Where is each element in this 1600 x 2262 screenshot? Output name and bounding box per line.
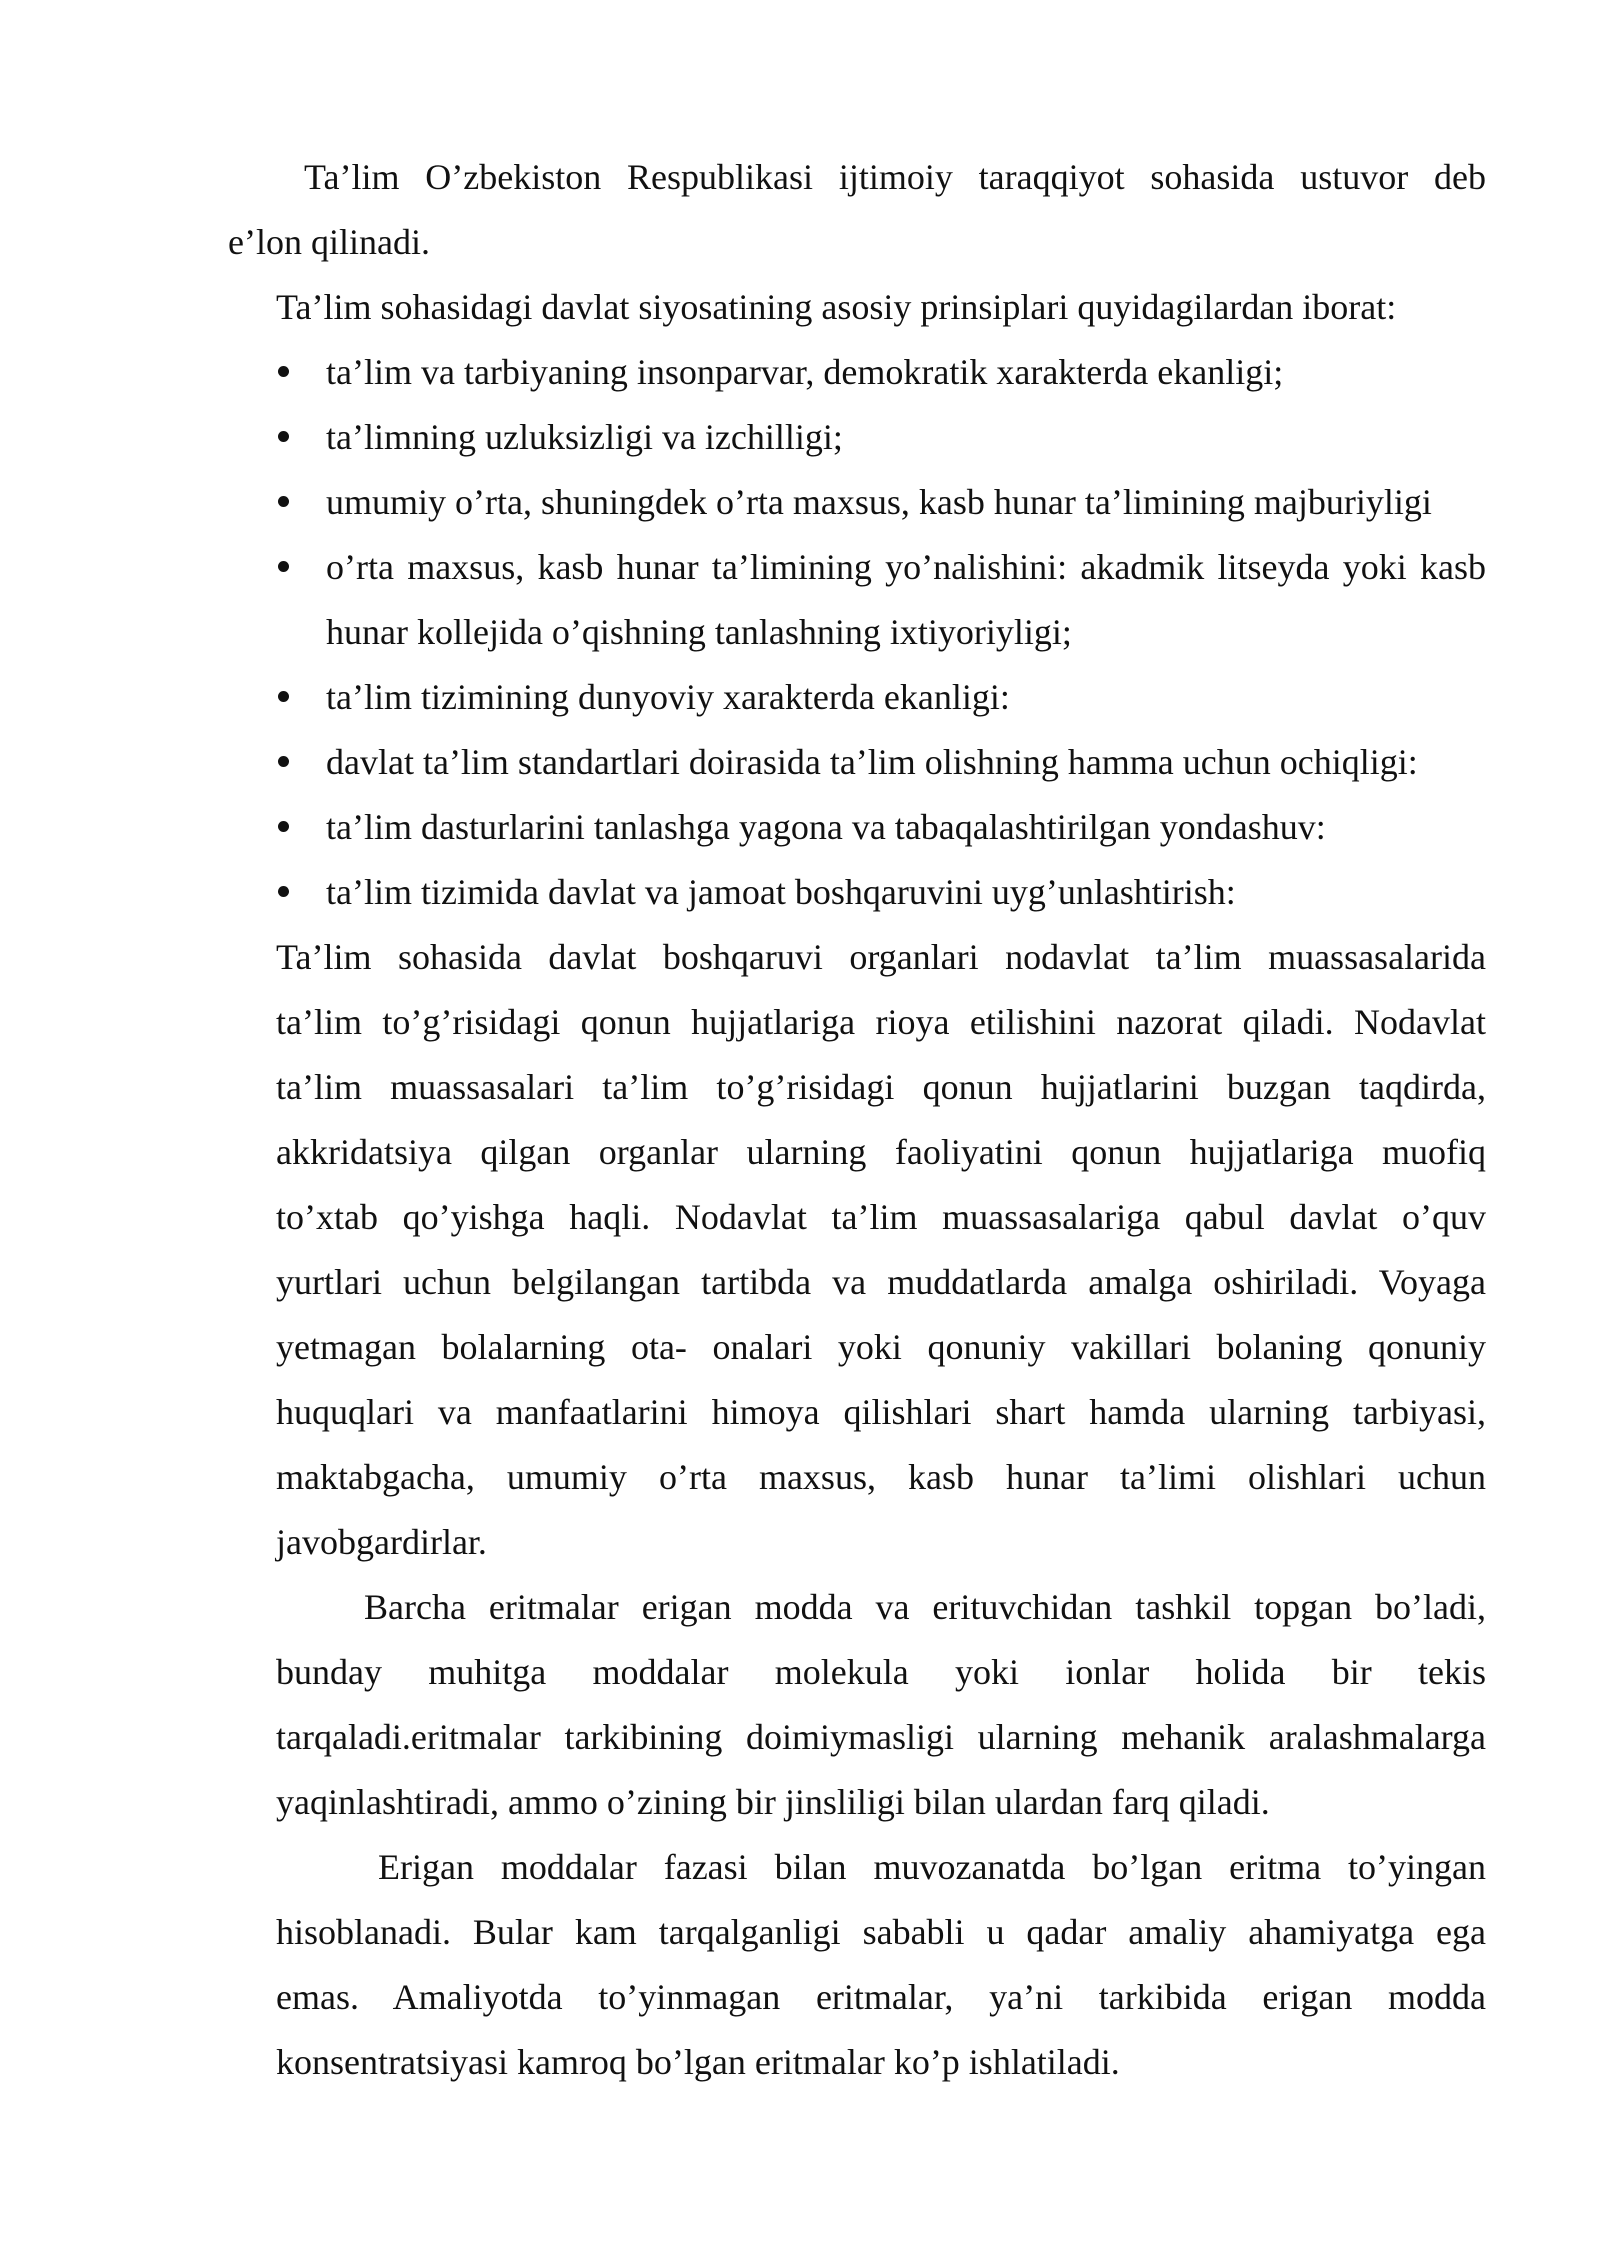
governance-paragraph (276, 925, 1486, 1575)
paragraph-line: emas. Amaliyotda to’yinmagan eritmalar, ya’ni tarkibida erigan modda (276, 1977, 1486, 2017)
paragraph-line: huquqlari va manfaatlarini himoya qilishlari shart hamda ularning tarbiyasi, (276, 1392, 1486, 1432)
paragraph-line: e’lon qilinadi. (228, 222, 430, 262)
paragraph-line: Erigan moddalar fazasi bilan muvozanatda bo’lgan eritma to’yingan (378, 1847, 1486, 1887)
list-item-text: umumiy o’rta, shuningdek o’rta maxsus, kasb hunar ta’limining majburiyligi (326, 482, 1432, 522)
bullet-icon (278, 561, 289, 572)
bullet-icon (278, 821, 289, 832)
list-item-text: ta’limning uzluksizligi va izchilligi; (326, 417, 843, 457)
paragraph-line: akkridatsiya qilgan organlar ularning faoliyatini qonun hujjatlariga muofiq (276, 1132, 1486, 1172)
list-item (276, 535, 1486, 665)
paragraph-line: Ta’lim sohasida davlat boshqaruvi organlari nodavlat ta’lim muassasalarida (276, 937, 1486, 977)
saturated-solutions-paragraph (276, 1835, 1486, 2095)
paragraph-line: yetmagan bolalarning ota- onalari yoki qonuniy vakillari bolaning qonuniy (276, 1327, 1486, 1367)
paragraph-line: ta’lim to’g’risidagi qonun hujjatlariga rioya etilishini nazorat qiladi. Nodavlat (276, 1002, 1486, 1042)
paragraph-line: Barcha eritmalar erigan modda va erituvchidan tashkil topgan bo’ladi, (364, 1587, 1486, 1627)
list-item (276, 405, 1486, 470)
bullet-icon (278, 691, 289, 702)
principles-list (276, 340, 1486, 925)
list-item-text: ta’lim tizimida davlat va jamoat boshqaruvini uyg’unlashtirish: (326, 872, 1236, 912)
list-item-text: ta’lim va tarbiyaning insonparvar, demokratik xarakterda ekanligi; (326, 352, 1284, 392)
paragraph-line: hisoblanadi. Bular kam tarqalganligi sababli u qadar amaliy ahamiyatga ega (276, 1912, 1486, 1952)
paragraph-line: to’xtab qo’yishga haqli. Nodavlat ta’lim muassasalariga qabul davlat o’quv (276, 1197, 1486, 1237)
paragraph-line: yaqinlashtiradi, ammo o’zining bir jinsliligi bilan ulardan farq qiladi. (276, 1782, 1270, 1822)
paragraph-line: ta’lim muassasalari ta’lim to’g’risidagi qonun hujjatlarini buzgan taqdirda, (276, 1067, 1486, 1107)
list-item-text: o’rta maxsus, kasb hunar ta’limining yo’nalishini: akadmik litseyda yoki kasb hunar kollejida o’qishning tanlashning ixtiyoriyligi; (326, 547, 1486, 652)
bullet-icon (278, 366, 289, 377)
paragraph-line: tarqaladi.eritmalar tarkibining doimiymasligi ularning mehanik aralashmalarga (276, 1717, 1486, 1757)
principles-lead (276, 275, 1486, 340)
bullet-icon (278, 756, 289, 767)
list-item (276, 665, 1486, 730)
paragraph-line: Ta’lim O’zbekiston Respublikasi ijtimoiy taraqqiyot sohasida ustuvor deb (304, 157, 1486, 197)
paragraph-line: yurtlari uchun belgilangan tartibda va muddatlarda amalga oshiriladi. Voyaga (276, 1262, 1486, 1302)
bullet-icon (278, 496, 289, 507)
paragraph-line: bunday muhitga moddalar molekula yoki ionlar holida bir tekis (276, 1652, 1486, 1692)
list-item-text: davlat ta’lim standartlari doirasida ta’lim olishning hamma uchun ochiqligi: (326, 742, 1418, 782)
paragraph-line: konsentratsiyasi kamroq bo’lgan eritmalar ko’p ishlatiladi. (276, 2042, 1120, 2082)
bullet-icon (278, 431, 289, 442)
paragraph-line: javobgardirlar. (276, 1522, 487, 1562)
solutions-paragraph (276, 1575, 1486, 1835)
list-item (276, 470, 1486, 535)
paragraph-line: maktabgacha, umumiy o’rta maxsus, kasb hunar ta’limi olishlari uchun (276, 1457, 1486, 1497)
paragraph-line: Ta’lim sohasidagi davlat siyosatining asosiy prinsiplari quyidagilardan iborat: (276, 287, 1397, 327)
list-item (276, 730, 1486, 795)
list-item-text: ta’lim tizimining dunyoviy xarakterda ekanligi: (326, 677, 1010, 717)
list-item (276, 860, 1486, 925)
list-item (276, 795, 1486, 860)
bullet-icon (278, 886, 289, 897)
intro-paragraph (228, 145, 1486, 275)
list-item-text: ta’lim dasturlarini tanlashga yagona va tabaqalashtirilgan yondashuv: (326, 807, 1326, 847)
list-item (276, 340, 1486, 405)
